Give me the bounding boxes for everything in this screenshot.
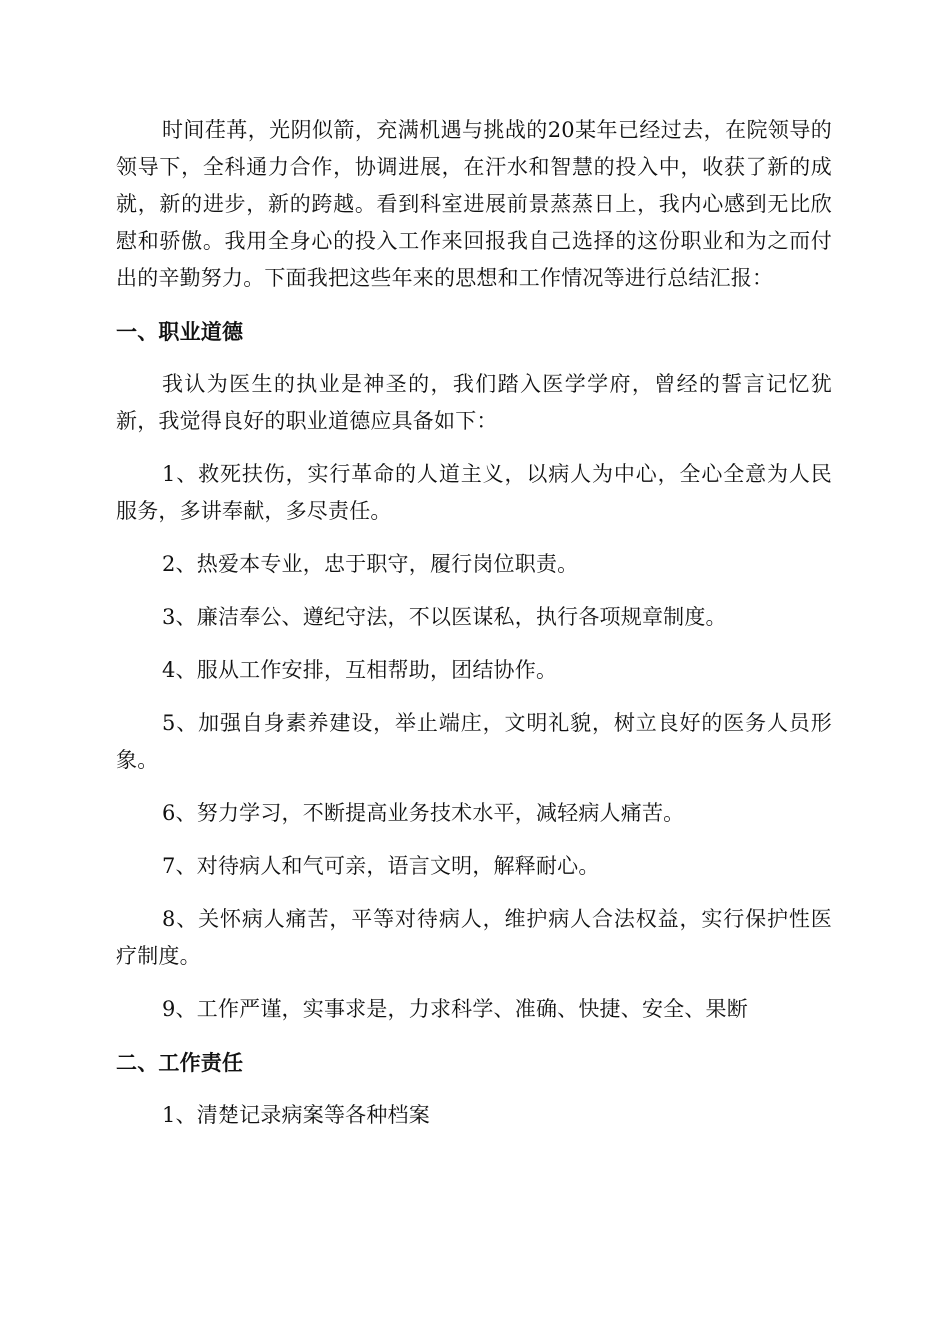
ethics-item-9: 9、工作严谨，实事求是，力求科学、准确、快捷、安全、果断: [162, 997, 748, 1021]
ethics-item-1: 1、救死扶伤，实行革命的人道主义，以病人为中心，全心全意为人民服务，多讲奉献，多尽责任。: [116, 462, 832, 523]
section1-intro-paragraph: 我认为医生的执业是神圣的，我们踏入医学学府，曾经的誓言记忆犹新，我觉得良好的职业道德应具备如下：: [116, 372, 832, 433]
section-heading-work-responsibility: 二、工作责任: [116, 1050, 244, 1075]
ethics-item-2: 2、热爱本专业，忠于职守，履行岗位职责。: [162, 552, 579, 576]
ethics-item-7: 7、对待病人和气可亲，语言文明，解释耐心。: [162, 854, 600, 878]
document-body: [116, 112, 832, 1134]
intro-paragraph: 时间荏苒，光阴似箭，充满机遇与挑战的20某年已经过去，在院领导的领导下，全科通力合作，协调进展，在汗水和智慧的投入中，收获了新的成就，新的进步，新的跨越。看到科室进展前景蒸蒸日上，我内心感到无比欣慰和骄傲。我用全身心的投入工作来回报我自己选择的这份职业和为之而付出的辛勤努力。下面我把这些年来的思想和工作情况等进行总结汇报：: [116, 118, 832, 290]
responsibility-item-1: 1、清楚记录病案等各种档案: [162, 1103, 430, 1127]
ethics-item-8: 8、关怀病人痛苦，平等对待病人，维护病人合法权益，实行保护性医疗制度。: [116, 907, 832, 968]
section-heading-professional-ethics: 一、职业道德: [116, 319, 244, 344]
ethics-item-6: 6、努力学习，不断提高业务技术水平，减轻病人痛苦。: [162, 801, 685, 825]
ethics-item-5: 5、加强自身素养建设，举止端庄，文明礼貌，树立良好的医务人员形象。: [116, 711, 832, 772]
ethics-item-4: 4、服从工作安排，互相帮助，团结协作。: [162, 658, 558, 682]
ethics-item-3: 3、廉洁奉公、遵纪守法，不以医谋私，执行各项规章制度。: [162, 605, 727, 629]
